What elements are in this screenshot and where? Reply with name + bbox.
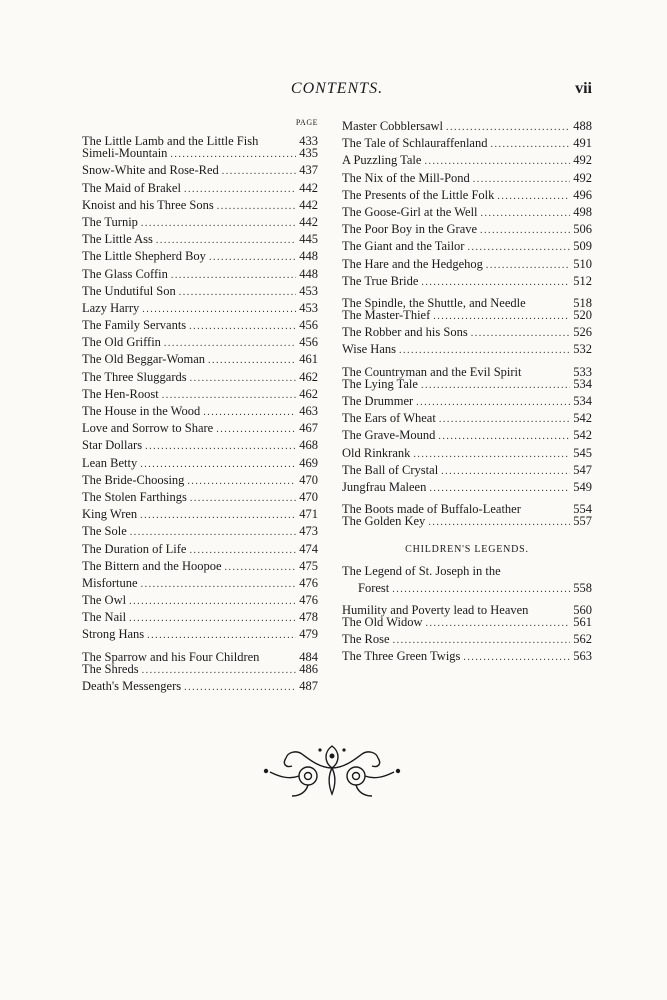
entry-page: 478 <box>299 610 318 625</box>
dot-leader <box>393 631 571 648</box>
contents-entry <box>342 614 592 631</box>
entry-title: Jungfrau Maleen <box>342 479 427 494</box>
entry-page: 526 <box>573 325 592 340</box>
entry-title: The Ball of Crystal <box>342 462 439 477</box>
dot-leader <box>141 214 296 231</box>
entry-title: The Little Shepherd Boy <box>82 249 206 264</box>
entry-title: Star Dollars <box>82 438 143 453</box>
entry-title: The Tale of Schlauraffenland <box>342 136 488 151</box>
contents-entry <box>342 376 592 393</box>
entry-page: 448 <box>299 249 318 264</box>
dot-leader <box>480 221 570 238</box>
entry-page: 506 <box>573 222 592 237</box>
dot-leader <box>129 592 296 609</box>
entry-page: 498 <box>573 204 592 219</box>
contents-entry <box>82 162 318 179</box>
contents-entry <box>82 523 318 540</box>
entry-page: 437 <box>299 163 318 178</box>
contents-entry <box>82 678 318 695</box>
contents-entry <box>82 334 318 351</box>
entry-title: Strong Hans <box>82 627 145 642</box>
entry-page: 470 <box>299 472 318 487</box>
dot-leader <box>525 359 571 376</box>
entry-title: Love and Sorrow to Share <box>82 421 214 436</box>
dot-leader <box>209 248 296 265</box>
dot-leader <box>217 197 297 214</box>
entry-page: 474 <box>299 541 318 556</box>
contents-entry <box>342 290 592 311</box>
entry-title-line-1: The Legend of St. Joseph in the <box>342 563 501 578</box>
entry-page: 496 <box>573 187 592 202</box>
dot-leader <box>421 376 570 393</box>
dot-leader <box>261 128 296 145</box>
entry-page: 547 <box>573 462 592 477</box>
dot-leader <box>140 506 296 523</box>
entry-page: 542 <box>573 428 592 443</box>
dot-leader <box>467 238 570 255</box>
contents-entry <box>82 506 318 523</box>
contents-entry <box>342 170 592 187</box>
entry-page: 442 <box>299 197 318 212</box>
dot-leader <box>222 162 296 179</box>
dot-leader <box>392 580 570 597</box>
entry-page: 542 <box>573 411 592 426</box>
contents-entry <box>82 575 318 592</box>
contents-entry <box>342 496 592 517</box>
contents-entry <box>342 256 592 273</box>
entry-page: 492 <box>573 170 592 185</box>
contents-column-left <box>82 118 318 695</box>
entry-title: The Giant and the Tailor <box>342 239 465 254</box>
entry-title: The Sole <box>82 524 127 539</box>
contents-entry <box>342 238 592 255</box>
entry-title: Wise Hans <box>342 342 396 357</box>
entry-title: The Goose-Girl at the Well <box>342 204 478 219</box>
contents-entry <box>82 420 318 437</box>
entry-page: 476 <box>299 575 318 590</box>
dot-leader <box>486 256 570 273</box>
entry-page: 557 <box>573 514 592 529</box>
entry-page: 456 <box>299 318 318 333</box>
dot-leader <box>529 290 571 307</box>
entry-page: 467 <box>299 421 318 436</box>
dot-leader <box>141 575 297 592</box>
dot-leader <box>142 661 297 678</box>
page-number: vii <box>575 80 592 97</box>
entry-page: 563 <box>573 649 592 664</box>
contents-entry <box>82 437 318 454</box>
entry-title: Snow-White and Rose-Red <box>82 163 219 178</box>
contents-entry <box>82 214 318 231</box>
dot-leader <box>225 558 297 575</box>
dot-leader <box>187 472 296 489</box>
entry-page: 562 <box>573 632 592 647</box>
entry-page: 448 <box>299 266 318 281</box>
dot-leader <box>433 307 570 324</box>
contents-entry <box>82 351 318 368</box>
contents-column-right <box>342 118 592 666</box>
entry-title: Lean Betty <box>82 455 138 470</box>
contents-entry <box>82 386 318 403</box>
dot-leader <box>145 437 296 454</box>
contents-entry <box>82 266 318 283</box>
entry-title: Misfortune <box>82 575 138 590</box>
dot-leader <box>497 187 570 204</box>
entry-page: 468 <box>299 438 318 453</box>
entry-title: Simeli-Mountain <box>82 146 168 161</box>
entry-title: The Old Beggar-Woman <box>82 352 206 367</box>
contents-entry <box>82 592 318 609</box>
entry-page: 442 <box>299 214 318 229</box>
contents-entry <box>82 283 318 300</box>
contents-entry <box>82 609 318 626</box>
contents-entry <box>342 648 592 665</box>
contents-list-left <box>82 128 318 695</box>
entry-page: 487 <box>299 679 318 693</box>
entry-page: 445 <box>299 232 318 247</box>
entry-title: The Master-Thief <box>342 308 431 323</box>
contents-entry <box>82 369 318 386</box>
contents-entry <box>342 187 592 204</box>
dot-leader <box>130 523 296 540</box>
entry-page: 470 <box>299 489 318 504</box>
entry-page: 469 <box>299 455 318 470</box>
floral-ornament-icon <box>262 738 402 804</box>
dot-leader <box>439 410 570 427</box>
dot-leader <box>208 351 296 368</box>
entry-page: 560 <box>573 603 592 618</box>
entry-page: 534 <box>573 376 592 391</box>
contents-entry <box>82 644 318 664</box>
entry-title: The Lying Tale <box>342 376 418 391</box>
entry-page: 512 <box>573 273 592 288</box>
contents-entry <box>342 204 592 221</box>
contents-entry <box>342 359 592 379</box>
dot-leader <box>140 455 296 472</box>
entry-title: The Robber and his Sons <box>342 325 468 340</box>
dot-leader <box>262 644 296 661</box>
dot-leader <box>156 231 296 248</box>
dot-leader <box>441 462 570 479</box>
entry-title-line-2: Forest <box>358 580 390 595</box>
entry-page: 534 <box>573 394 592 408</box>
entry-page: 479 <box>299 627 318 642</box>
entry-title: The Undutiful Son <box>82 283 176 298</box>
contents-entry <box>342 221 592 238</box>
entry-title: The Little Lamb and the Little Fish <box>82 134 259 149</box>
entry-title: Knoist and his Three Sons <box>82 197 214 212</box>
entry-page: 456 <box>299 335 318 350</box>
entry-page: 509 <box>573 239 592 254</box>
entry-page: 475 <box>299 558 318 573</box>
entry-title: The Bittern and the Hoopoe <box>82 558 222 573</box>
entry-page: 532 <box>573 342 592 357</box>
contents-entry <box>342 513 592 530</box>
contents-entry <box>342 341 592 358</box>
entry-page: 520 <box>573 308 592 323</box>
page-title: CONTENTS. <box>290 80 384 97</box>
dot-leader <box>413 445 570 462</box>
entry-title: The Turnip <box>82 214 138 229</box>
legends-list <box>342 597 592 666</box>
contents-entry <box>342 410 592 427</box>
entry-title: The Drummer <box>342 394 414 408</box>
entry-title: The Family Servants <box>82 318 187 333</box>
entry-page: 453 <box>299 283 318 298</box>
dot-leader <box>170 145 296 162</box>
entry-page: 545 <box>573 445 592 460</box>
contents-entry <box>82 197 318 214</box>
entry-page: 558 <box>573 580 592 595</box>
entry-title: The Stolen Farthings <box>82 489 187 504</box>
entry-title: The Little Ass <box>82 232 153 247</box>
entry-title: The Nail <box>82 610 127 625</box>
dot-leader <box>426 614 571 631</box>
entry-title: The Bride-Choosing <box>82 472 185 487</box>
dot-leader <box>129 609 296 626</box>
entry-title: King Wren <box>82 507 138 522</box>
entry-title: Master Cobblersawl <box>342 119 444 133</box>
dot-leader <box>416 393 570 410</box>
entry-title: Death's Messengers <box>82 679 182 693</box>
entry-title: The Three Green Twigs <box>342 649 461 664</box>
entry-line-2 <box>342 580 592 597</box>
entry-page: 462 <box>299 386 318 401</box>
entry-page: 518 <box>573 296 592 311</box>
contents-entry <box>342 479 592 496</box>
contents-entry <box>82 300 318 317</box>
entry-page: 435 <box>299 146 318 161</box>
entry-title: The Maid of Brakel <box>82 180 181 195</box>
entry-title: The Spindle, the Shuttle, and Needle <box>342 296 526 311</box>
entry-page: 461 <box>299 352 318 367</box>
entry-page: 484 <box>299 649 318 664</box>
entry-page: 510 <box>573 256 592 271</box>
dot-leader <box>524 496 570 513</box>
entry-page: 442 <box>299 180 318 195</box>
entry-page: 561 <box>573 615 592 630</box>
contents-entry <box>82 661 318 678</box>
contents-entry <box>342 307 592 324</box>
dot-leader <box>184 678 296 695</box>
contents-entry <box>342 462 592 479</box>
contents-entry <box>82 403 318 420</box>
dot-leader <box>184 180 296 197</box>
entry-title: The Grave-Mound <box>342 428 436 443</box>
dot-leader <box>216 420 296 437</box>
dot-leader <box>147 626 296 643</box>
entry-title: A Puzzling Tale <box>342 153 422 168</box>
entry-title: The Old Griffin <box>82 335 161 350</box>
entry-title: The Countryman and the Evil Spirit <box>342 364 522 379</box>
dot-leader <box>399 341 570 358</box>
contents-entry <box>82 455 318 472</box>
contents-entry <box>342 631 592 648</box>
contents-entry <box>342 135 592 152</box>
dot-leader <box>189 317 296 334</box>
page-column-label: PAGE <box>295 118 318 127</box>
entry-page: 462 <box>299 369 318 384</box>
entry-title: Lazy Harry <box>82 300 140 315</box>
entry-page: 554 <box>573 502 592 517</box>
dot-leader <box>421 273 570 290</box>
contents-entry <box>342 427 592 444</box>
entry-title: The Glass Coffin <box>82 266 168 281</box>
entry-title: The House in the Wood <box>82 404 201 418</box>
entry-title: The Ears of Wheat <box>342 411 436 426</box>
contents-list-right <box>342 118 592 531</box>
entry-page: 549 <box>573 479 592 494</box>
contents-entry <box>82 128 318 149</box>
contents-entry <box>342 118 592 135</box>
dot-leader <box>162 386 297 403</box>
entry-title: The Poor Boy in the Grave <box>342 222 478 237</box>
entry-title: The Nix of the Mill-Pond <box>342 170 470 185</box>
contents-entry <box>342 445 592 462</box>
entry-title: The Shreds <box>82 661 139 676</box>
entry-title: The Hen-Roost <box>82 386 159 401</box>
contents-entry <box>82 180 318 197</box>
entry-title: The Boots made of Buffalo-Leather <box>342 502 521 517</box>
contents-entry <box>342 273 592 290</box>
contents-entry <box>342 597 592 618</box>
dot-leader <box>490 135 570 152</box>
running-header <box>82 80 592 104</box>
dot-leader <box>179 283 297 300</box>
entry-page: 486 <box>299 661 318 676</box>
contents-entry <box>82 626 318 643</box>
entry-title: The Three Sluggards <box>82 369 187 384</box>
contents-entry <box>82 248 318 265</box>
entry-title: The Duration of Life <box>82 541 187 556</box>
dot-leader <box>142 300 296 317</box>
dot-leader <box>471 324 571 341</box>
dot-leader <box>190 369 297 386</box>
dot-leader <box>446 118 570 135</box>
entry-title: The True Bride <box>342 273 419 288</box>
dot-leader <box>463 648 570 665</box>
dot-leader <box>428 513 570 530</box>
entry-page: 471 <box>299 507 318 522</box>
legends-heading: CHILDREN'S LEGENDS. <box>405 543 529 555</box>
entry-page: 473 <box>299 524 318 539</box>
contents-entry-wrapped <box>342 563 592 597</box>
dot-leader <box>438 427 570 444</box>
dot-leader <box>164 334 296 351</box>
entry-title: The Rose <box>342 632 390 647</box>
dot-leader <box>429 479 570 496</box>
contents-entry <box>342 393 592 410</box>
dot-leader <box>171 266 296 283</box>
dot-leader <box>473 170 570 187</box>
dot-leader <box>189 541 296 558</box>
entry-line-1 <box>342 563 592 580</box>
entry-page: 533 <box>573 364 592 379</box>
contents-entry <box>82 231 318 248</box>
entry-title: The Golden Key <box>342 514 426 529</box>
contents-entry <box>342 324 592 341</box>
entry-page: 463 <box>299 404 318 418</box>
entry-page: 433 <box>299 134 318 149</box>
entry-title: The Sparrow and his Four Children <box>82 649 260 664</box>
entry-page: 476 <box>299 593 318 608</box>
contents-entry <box>82 145 318 162</box>
entry-title: Humility and Poverty lead to Heaven <box>342 603 529 618</box>
entry-title: The Old Widow <box>342 615 423 630</box>
contents-entry <box>82 472 318 489</box>
dot-leader <box>481 204 571 221</box>
entry-page: 492 <box>573 153 592 168</box>
entry-page: 453 <box>299 300 318 315</box>
entry-page: 491 <box>573 136 592 151</box>
contents-entry <box>82 489 318 506</box>
contents-entry <box>82 558 318 575</box>
entry-title: Old Rinkrank <box>342 445 411 460</box>
contents-entry <box>82 317 318 334</box>
entry-title: The Owl <box>82 593 127 608</box>
dot-leader <box>531 597 570 614</box>
dot-leader <box>424 152 570 169</box>
entry-title: The Presents of the Little Folk <box>342 187 495 202</box>
dot-leader <box>203 403 296 420</box>
contents-entry <box>342 152 592 169</box>
dot-leader <box>190 489 296 506</box>
contents-entry <box>82 541 318 558</box>
entry-page: 488 <box>573 119 592 133</box>
entry-title: The Hare and the Hedgehog <box>342 256 483 271</box>
